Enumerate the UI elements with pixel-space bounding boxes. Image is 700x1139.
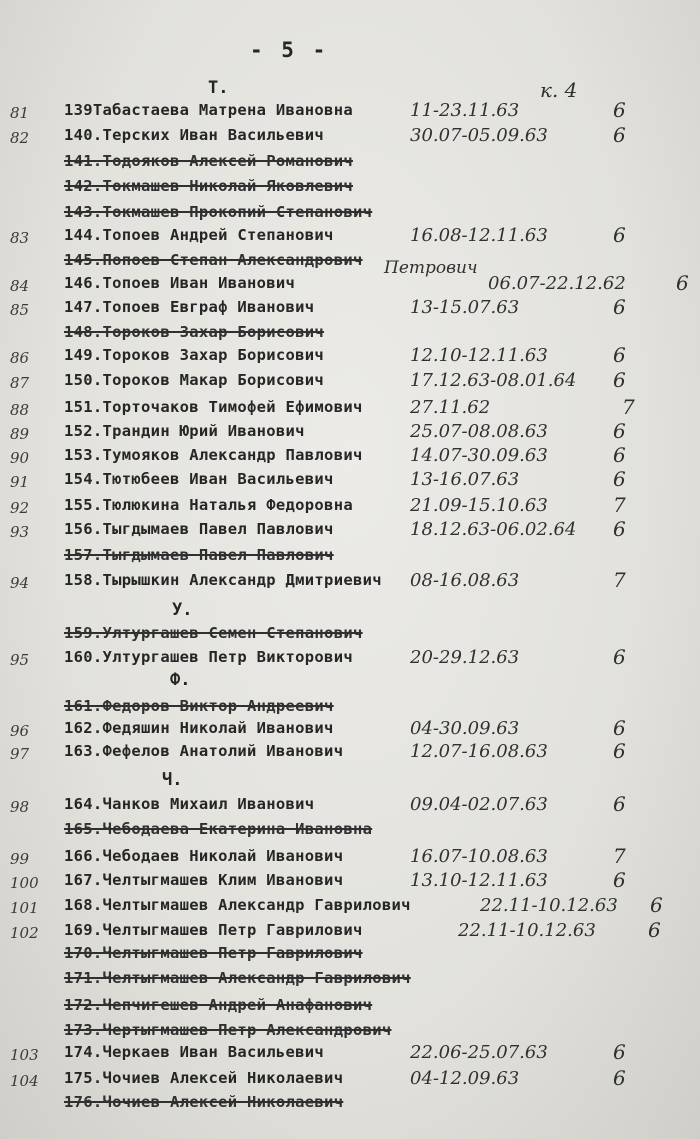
list-item: [0, 250, 700, 274]
handwritten-dates: 16.07-10.08.63: [410, 846, 548, 867]
handwritten-dates: 30.07-05.09.63: [410, 125, 548, 146]
handwritten-category: 6: [613, 223, 626, 247]
handwritten-number: 92: [10, 499, 30, 517]
list-item: [0, 421, 700, 445]
entry-text: 154.Тютюбеев Иван Васильевич: [64, 470, 334, 488]
handwritten-number: 89: [10, 425, 30, 443]
list-item: [0, 202, 700, 226]
entry-text: 166.Чебодаев Николай Иванович: [64, 847, 344, 865]
handwritten-number: 101: [10, 899, 39, 917]
handwritten-category: 6: [613, 368, 626, 392]
entry-text: 168.Челтыгмашев Александр Гаврилович: [64, 896, 411, 914]
handwritten-dates: 13-16.07.63: [410, 469, 520, 490]
list-item: [0, 995, 700, 1019]
handwritten-category: 6: [613, 792, 626, 816]
handwritten-number: 94: [10, 574, 30, 592]
handwritten-category: 6: [613, 343, 626, 367]
handwritten-number: 102: [10, 924, 39, 942]
entry-text: 169.Челтыгмашев Петр Гаврилович: [64, 921, 363, 939]
handwritten-dates: 22.11-10.12.63: [480, 895, 618, 916]
list-item: [0, 1092, 700, 1116]
entry-text: 170.Челтыгмашев Петр Гаврилович: [64, 944, 363, 962]
entry-text: 140.Терских Иван Васильевич: [64, 126, 325, 144]
handwritten-dates: 12.10-12.11.63: [410, 345, 548, 366]
entry-text: 176.Чочиев Алексей Николаевич: [64, 1093, 344, 1111]
handwritten-number: 99: [10, 850, 30, 868]
entry-text: 167.Челтыгмашев Клим Иванович: [64, 871, 344, 889]
handwritten-dates: 04-12.09.63: [410, 1068, 520, 1089]
handwritten-category: 6: [613, 98, 626, 122]
list-item: [0, 445, 700, 469]
entry-text: 152.Трандин Юрий Иванович: [64, 422, 305, 440]
entry-text: 173.Чертыгмашев Петр Александрович: [64, 1021, 392, 1039]
list-item: [0, 125, 700, 149]
handwritten-number: 103: [10, 1046, 39, 1064]
handwritten-number: 88: [10, 401, 30, 419]
handwritten-category: 7: [613, 493, 626, 517]
list-item: [0, 623, 700, 647]
list-item: [0, 397, 700, 421]
handwritten-dates: 13.10-12.11.63: [410, 870, 548, 891]
entry-text: 141.Тодояков Алексей Романович: [64, 152, 353, 170]
handwritten-category: 6: [613, 295, 626, 319]
handwritten-correction-patronymic: Петрович: [384, 258, 478, 278]
list-item: [0, 696, 700, 720]
entry-text: 165.Чебодаева Екатерина Ивановна: [64, 820, 373, 838]
list-item: [0, 225, 700, 249]
entry-text: 147.Топоев Евграф Иванович: [64, 298, 315, 316]
list-item: [0, 846, 700, 870]
handwritten-category: 6: [613, 1066, 626, 1090]
handwritten-dates: 25.07-08.08.63: [410, 421, 548, 442]
handwritten-number: 98: [10, 798, 30, 816]
list-item: [0, 176, 700, 200]
entry-text: 162.Федяшин Николай Иванович: [64, 719, 334, 737]
list-item: [0, 345, 700, 369]
handwritten-dates: 22.11-10.12.63: [458, 920, 596, 941]
list-item: [0, 495, 700, 519]
handwritten-dates: 04-30.09.63: [410, 718, 520, 739]
entry-text: 159.Ултургашев Семен Степанович: [64, 624, 363, 642]
handwritten-number: 90: [10, 449, 30, 467]
handwritten-dates: 09.04-02.07.63: [410, 794, 548, 815]
entry-text: 148.Тороков Захар Борисович: [64, 323, 325, 341]
entry-text: 174.Черкаев Иван Васильевич: [64, 1043, 325, 1061]
list-item: [0, 819, 700, 843]
entry-text: 156.Тыгдымаев Павел Павлович: [64, 520, 334, 538]
handwritten-number: 82: [10, 129, 30, 147]
entry-text: 145.Попоев Степан Александрович: [64, 251, 363, 269]
handwritten-category: 7: [613, 568, 626, 592]
entry-text: 157.Тыгдымаев Павел Павлович: [64, 546, 334, 564]
section-letter-ch: Ч.: [162, 770, 183, 790]
section-letter-f: Ф.: [170, 670, 191, 690]
list-item: [0, 870, 700, 894]
handwritten-category: 7: [622, 395, 635, 419]
handwritten-category: 6: [613, 645, 626, 669]
entry-text: 149.Тороков Захар Борисович: [64, 346, 325, 364]
handwritten-number: 91: [10, 473, 30, 491]
handwritten-number: 84: [10, 277, 30, 295]
handwritten-number: 81: [10, 104, 30, 122]
entry-text: 158.Тырышкин Александр Дмитриевич: [64, 571, 382, 589]
list-item: [0, 1068, 700, 1092]
list-item: [0, 519, 700, 543]
handwritten-number: 83: [10, 229, 30, 247]
handwritten-category: 6: [650, 893, 663, 917]
list-item: [0, 741, 700, 765]
handwritten-number: 96: [10, 722, 30, 740]
list-item: [0, 943, 700, 967]
list-item: [0, 1020, 700, 1044]
entry-text: 142.Токмашев Николай Яковлевич: [64, 177, 353, 195]
handwritten-number: 86: [10, 349, 30, 367]
list-item: [0, 100, 700, 124]
list-item: [0, 322, 700, 346]
handwritten-category: 6: [613, 467, 626, 491]
handwritten-number: 93: [10, 523, 30, 541]
handwritten-note-k4: к. 4: [540, 78, 578, 102]
entry-text: 164.Чанков Михаил Иванович: [64, 795, 315, 813]
entry-text: 139Табастаева Матрена Ивановна: [64, 101, 353, 119]
list-item: [0, 895, 700, 919]
handwritten-category: 7: [613, 844, 626, 868]
handwritten-category: 6: [613, 1040, 626, 1064]
list-item: [0, 469, 700, 493]
handwritten-category: 6: [613, 716, 626, 740]
list-item: [0, 794, 700, 818]
list-item: [0, 370, 700, 394]
page-number: - 5 -: [250, 38, 329, 62]
entry-text: 171.Челтыгмашев Александр Гаврилович: [64, 969, 411, 987]
handwritten-number: 97: [10, 745, 30, 763]
handwritten-dates: 12.07-16.08.63: [410, 741, 548, 762]
handwritten-number: 100: [10, 874, 39, 892]
list-item: [0, 1042, 700, 1066]
entry-text: 150.Тороков Макар Борисович: [64, 371, 325, 389]
entry-text: 143.Токмашев Прокопий Степанович: [64, 203, 373, 221]
handwritten-category: 6: [676, 271, 689, 295]
handwritten-category: 6: [613, 868, 626, 892]
section-letter-u: У.: [172, 600, 193, 620]
list-item: [0, 920, 700, 944]
list-item: [0, 297, 700, 321]
handwritten-dates: 20-29.12.63: [410, 647, 520, 668]
handwritten-dates: 13-15.07.63: [410, 297, 520, 318]
handwritten-dates: 06.07-22.12.62: [488, 273, 626, 294]
entry-text: 161.Федоров Виктор Андреевич: [64, 697, 334, 715]
handwritten-dates: 18.12.63-06.02.64: [410, 519, 577, 540]
handwritten-number: 104: [10, 1072, 39, 1090]
list-item: [0, 545, 700, 569]
handwritten-number: 85: [10, 301, 30, 319]
entry-text: 151.Торточаков Тимофей Ефимович: [64, 398, 363, 416]
handwritten-number: 95: [10, 651, 30, 669]
handwritten-dates: 16.08-12.11.63: [410, 225, 548, 246]
entry-text: 153.Тумояков Александр Павлович: [64, 446, 363, 464]
handwritten-category: 6: [613, 419, 626, 443]
list-item: [0, 151, 700, 175]
section-letter-t: Т.: [208, 78, 229, 98]
list-item: [0, 273, 700, 297]
entry-text: 160.Ултургашев Петр Викторович: [64, 648, 353, 666]
handwritten-category: 6: [613, 443, 626, 467]
list-item: [0, 718, 700, 742]
list-item: [0, 968, 700, 992]
entry-text: 175.Чочиев Алексей Николаевич: [64, 1069, 344, 1087]
handwritten-dates: 17.12.63-08.01.64: [410, 370, 577, 391]
entry-text: 163.Фефелов Анатолий Иванович: [64, 742, 344, 760]
handwritten-category: 6: [613, 123, 626, 147]
handwritten-category: 6: [613, 739, 626, 763]
handwritten-dates: 08-16.08.63: [410, 570, 520, 591]
handwritten-number: 87: [10, 374, 30, 392]
entry-text: 172.Чепчигешев Андрей Анафанович: [64, 996, 373, 1014]
handwritten-category: 6: [613, 517, 626, 541]
list-item: [0, 570, 700, 594]
handwritten-dates: 11-23.11.63: [410, 100, 520, 121]
entry-text: 144.Топоев Андрей Степанович: [64, 226, 334, 244]
list-item: [0, 647, 700, 671]
handwritten-dates: 21.09-15.10.63: [410, 495, 548, 516]
handwritten-dates: 27.11.62: [410, 397, 491, 418]
handwritten-dates: 22.06-25.07.63: [410, 1042, 548, 1063]
entry-text: 146.Топоев Иван Иванович: [64, 274, 296, 292]
handwritten-dates: 14.07-30.09.63: [410, 445, 548, 466]
handwritten-category: 6: [648, 918, 661, 942]
entry-text: 155.Тюлюкина Наталья Федоровна: [64, 496, 353, 514]
